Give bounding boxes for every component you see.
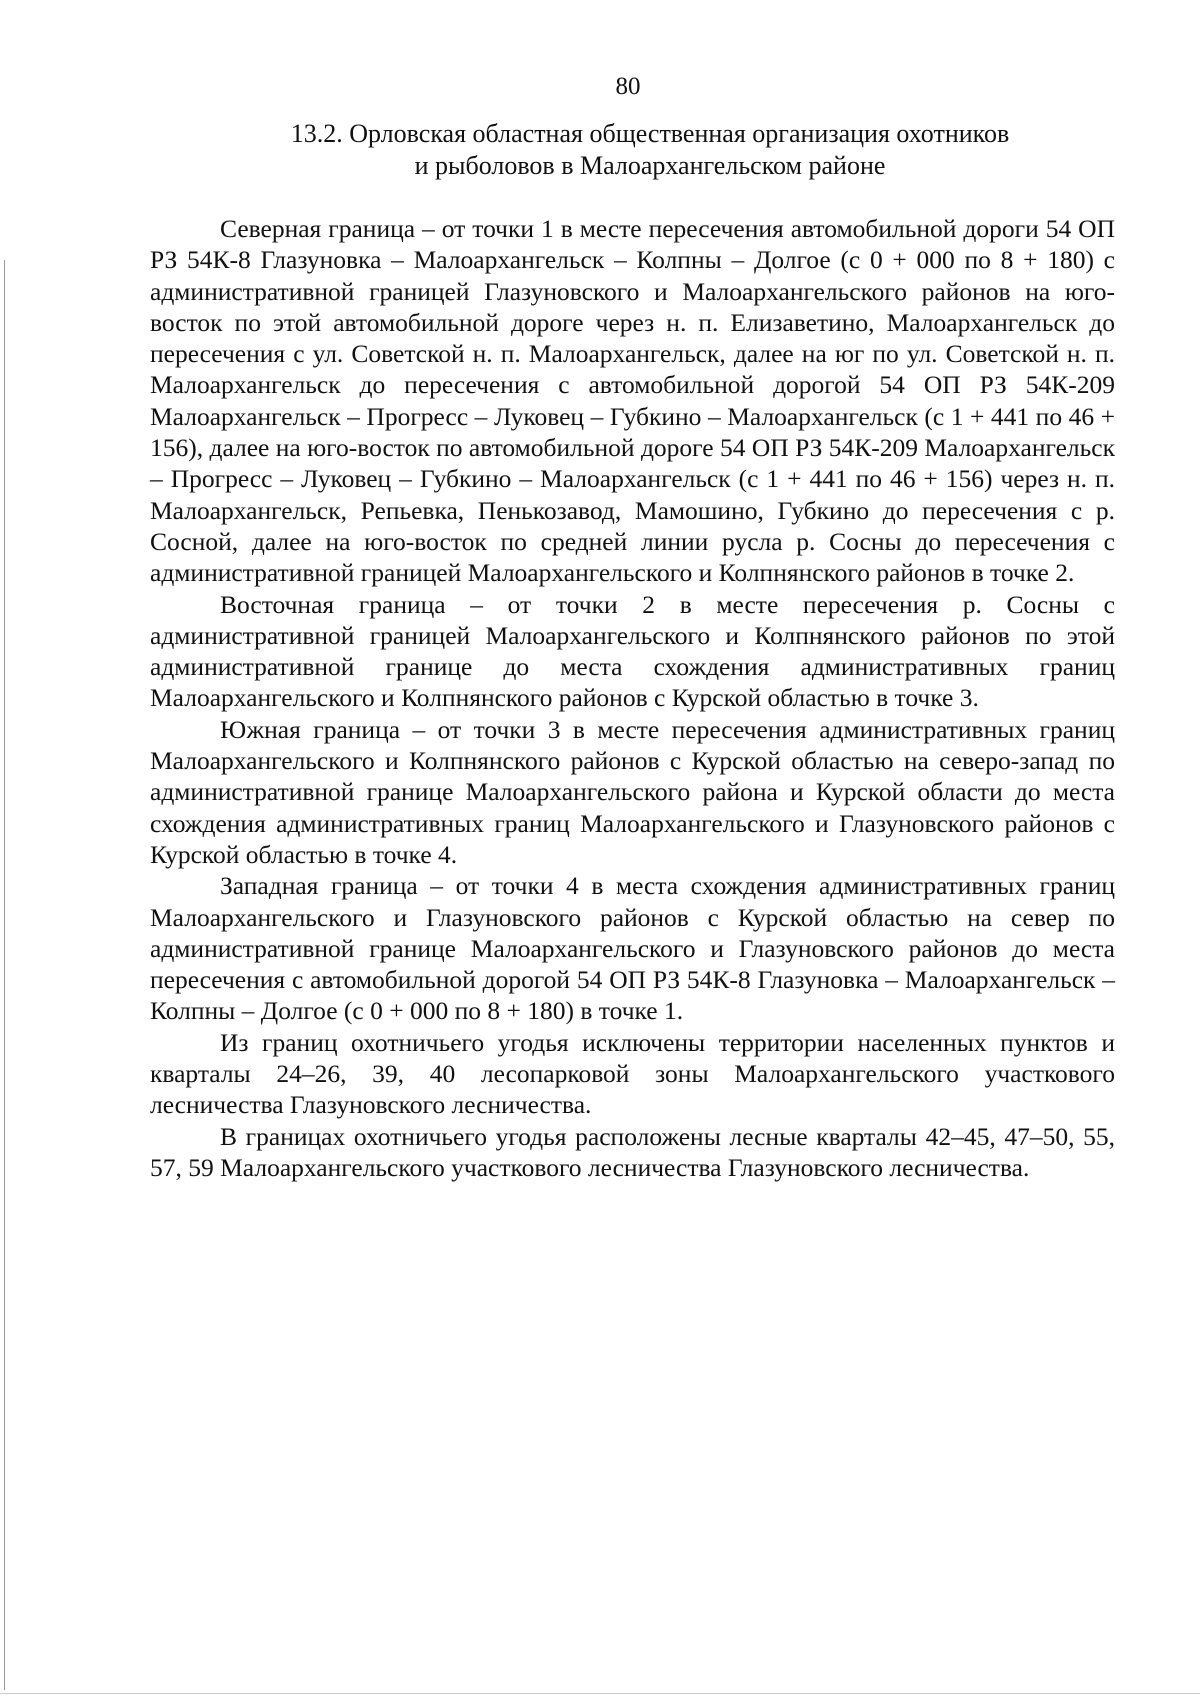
scan-edge-bottom xyxy=(0,1693,1200,1694)
paragraph-forest-quarters: В границах охотничьего угодья расположены лесные кварталы 42–45, 47–50, 55, 57, 59 Малоархангельского участкового лесничества Глазуновского лесничества. xyxy=(150,1121,1115,1182)
section-heading-line-2: и рыболовов в Малоархангельском районе xyxy=(414,151,886,180)
page-number: 80 xyxy=(615,73,641,100)
scan-edge-left xyxy=(4,260,5,1690)
section-heading-line-1: 13.2. Орловская областная общественная организация охотников xyxy=(290,119,1010,148)
document-body xyxy=(150,213,1115,1183)
paragraph-western-border: Западная граница – от точки 4 в места схождения административных границ Малоархангельского и Глазуновского районов с Курской областью на север по административной границе Малоархангельского и Глазуновского районов до места пересечения с автомобильной дорогой 54 ОП РЗ 54К-8 Глазуновка – Малоархангельск – Колпны – Долгое (с 0 + 000 по 8 + 180) в точке 1. xyxy=(150,871,1115,1026)
paragraph-northern-border: Северная граница – от точки 1 в месте пересечения автомобильной дороги 54 ОП РЗ 54К-8 Глазуновка – Малоархангельск – Колпны – Долгое (с 0 + 000 по 8 + 180) с административной границей Глазуновского и Малоархангельского районов на юго-восток по этой автомобильной дороге через н. п. Елизаветино, Малоархангельск до пересечения с ул. Советской н. п. Малоархангельск, далее на юг по ул. Советской н. п. Малоархангельск до пересечения с автомобильной дорогой 54 ОП РЗ 54К-209 Малоархангельск – Прогресс – Луковец – Губкино – Малоархангельск (с 1 + 441 по 46 + 156), далее на юго-восток по автомобильной дороге 54 ОП РЗ 54К-209 Малоархангельск – Прогресс – Луковец – Губкино – Малоархангельск (с 1 + 441 по 46 + 156) через н. п. Малоархангельск, Репьевка, Пенькозавод, Мамошино, Губкино до пересечения с р. Сосной, далее на юго-восток по средней линии русла р. Сосны до пересечения с административной границей Малоархангельского и Колпнянского районов в точке 2. xyxy=(150,214,1115,588)
paragraph-eastern-border: Восточная граница – от точки 2 в месте пересечения р. Сосны с административной границей Малоархангельского и Колпнянского районов по этой административной границе до места схождения административных границ Малоархангельского и Колпнянского районов с Курской областью в точке 3. xyxy=(150,589,1115,713)
paragraph-southern-border: Южная граница – от точки 3 в месте пересечения административных границ Малоархангельского и Колпнянского районов с Курской областью на северо-запад по административной границе Малоархангельского района и Курской области до места схождения административных границ Малоархангельского и Глазуновского районов с Курской областью в точке 4. xyxy=(150,714,1115,869)
section-heading xyxy=(150,118,1150,182)
paragraph-exclusions: Из границ охотничьего угодья исключены территории населенных пунктов и кварталы 24–26, 39, 40 лесопарковой зоны Малоархангельского участкового лесничества Глазуновского лесничества. xyxy=(150,1027,1115,1120)
